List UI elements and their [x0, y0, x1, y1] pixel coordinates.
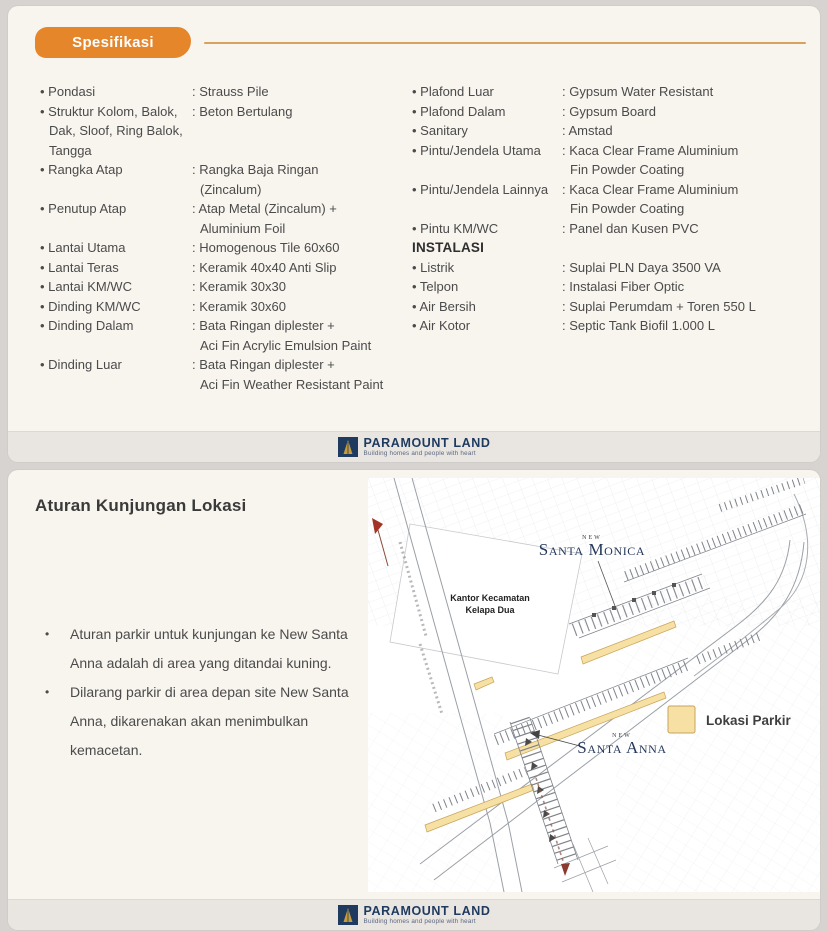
spec-value: : Gypsum Water Resistant [562, 84, 714, 99]
visit-rule-text: Dilarang parkir di area depan site New Santa Anna, dikarenakan akan menimbulkan kemacetan. [70, 684, 349, 758]
spec-column-left [40, 82, 400, 394]
spec-value: : Suplai PLN Daya 3500 VA [562, 259, 721, 275]
legend-parking-swatch [668, 706, 695, 733]
visit-rules-card [8, 470, 820, 930]
spec-row [412, 219, 812, 239]
kantor-kecamatan-label: Kantor Kecamatan [450, 593, 530, 603]
spec-row [40, 82, 400, 102]
spesifikasi-badge-label: Spesifikasi [72, 34, 154, 51]
spec-value: : Bata Ringan diplester + Aci Fin Acrylic Emulsion Paint [192, 318, 372, 353]
spec-label: • Dinding KM/WC [40, 298, 141, 314]
spec-value: : Instalasi Fiber Optic [562, 279, 685, 294]
spec-value: : Keramik 30x60 [192, 298, 286, 314]
legend-parking-label: Lokasi Parkir [706, 713, 791, 728]
spec-row [412, 121, 812, 141]
spec-value: : Amstad [562, 123, 613, 138]
spec-value: : Homogenous Tile 60x60 [192, 240, 340, 255]
spec-value: : Septic Tank Biofil 1.000 L [562, 318, 715, 333]
spec-label: • Plafond Dalam [412, 103, 506, 119]
paramount-land-logo [338, 437, 491, 457]
spec-label: • Lantai Utama [40, 240, 126, 255]
spec-column-right [412, 82, 812, 336]
spec-value: : Keramik 30x30 [192, 279, 286, 294]
spec-label: • Pintu KM/WC [412, 220, 499, 236]
header-rule-line [204, 42, 806, 44]
parking-strip [474, 677, 494, 690]
spec-label: • Penutup Atap [40, 201, 127, 216]
spec-row [40, 316, 400, 355]
spec-label: • Telpon [412, 279, 459, 294]
santa-monica-label: Santa Monica [538, 540, 646, 559]
paramount-land-logo-icon [338, 437, 358, 457]
spec-label: • Sanitary [412, 123, 468, 138]
spec-value: : Kaca Clear Frame Aluminium Fin Powder Coating [562, 181, 739, 216]
visit-rule-item [45, 678, 355, 765]
spec-row [40, 277, 400, 297]
spec-row [412, 297, 812, 317]
footer-band-bottom [8, 899, 820, 930]
spec-row [412, 102, 812, 122]
brand-name: PARAMOUNT LAND [363, 435, 491, 450]
spec-value: : Suplai Perumdam + Toren 550 L [562, 298, 756, 314]
brand-tagline: Building homes and people with heart [363, 917, 476, 925]
page-title: Aturan Kunjungan Lokasi [35, 496, 247, 515]
spec-row [40, 258, 400, 278]
spesifikasi-badge [35, 27, 191, 58]
spec-label: • Pintu/Jendela Utama [412, 142, 541, 158]
spec-label: • Lantai Teras [40, 259, 119, 275]
spec-label: • Pondasi [40, 84, 96, 99]
spec-label: • Lantai KM/WC [40, 279, 132, 294]
spec-label: • Listrik [412, 259, 455, 275]
spec-value: : Strauss Pile [192, 84, 269, 99]
santa-anna-new-label: NEW [612, 733, 632, 739]
spec-value: : Kaca Clear Frame Aluminium Fin Powder Coating [562, 142, 739, 177]
spec-row [412, 258, 812, 278]
spec-label: • Plafond Luar [412, 84, 494, 99]
spec-label: • Dinding Luar [40, 357, 122, 372]
bullet-marker: • [45, 627, 50, 641]
spec-section-header: INSTALASI [412, 240, 485, 255]
spec-label: • Struktur Kolom, Balok, Dak, Sloof, Ring Balok, Tangga [40, 103, 183, 158]
santa-monica-new-label: NEW [582, 535, 602, 541]
visit-rule-text: Aturan parkir untuk kunjungan ke New Santa Anna adalah di area yang ditandai kuning. [70, 626, 348, 671]
spec-value: : Rangka Baja Ringan (Zincalum) [192, 162, 319, 197]
spec-row [412, 277, 812, 297]
south-direction-arrow [561, 863, 570, 876]
paramount-land-logo [338, 905, 491, 925]
spec-row [40, 355, 400, 394]
spec-label: • Air Bersih [412, 298, 476, 314]
spec-value: : Atap Metal (Zincalum) + Aluminium Foil [192, 201, 337, 236]
spec-value: : Bata Ringan diplester + Aci Fin Weather Resistant Paint [192, 357, 384, 392]
spec-page-card [8, 6, 820, 462]
footer-band-top [8, 431, 820, 462]
paramount-land-logo-icon [338, 905, 358, 925]
visit-rules-list [45, 620, 355, 765]
spec-row [412, 180, 812, 219]
brand-name: PARAMOUNT LAND [363, 903, 491, 918]
spec-value: : Panel dan Kusen PVC [562, 220, 699, 236]
spec-row [40, 238, 400, 258]
brand-tagline: Building homes and people with heart [363, 449, 476, 457]
santa-anna-label: Santa Anna [577, 738, 667, 757]
spec-label: • Dinding Dalam [40, 318, 134, 333]
bullet-marker: • [45, 685, 50, 699]
site-map-svg [368, 478, 820, 892]
spec-row [40, 297, 400, 317]
spec-row [40, 199, 400, 238]
spec-label: • Pintu/Jendela Lainnya [412, 181, 549, 197]
spec-value: : Gypsum Board [562, 103, 656, 119]
kelapa-dua-label: Kelapa Dua [465, 605, 515, 615]
spec-value: : Keramik 40x40 Anti Slip [192, 259, 337, 275]
visit-rule-item [45, 620, 355, 678]
spec-label: • Air Kotor [412, 318, 471, 333]
spec-row [412, 316, 812, 336]
spec-row [40, 160, 400, 199]
spec-value: : Beton Bertulang [192, 103, 293, 119]
spec-label: • Rangka Atap [40, 162, 123, 177]
spec-row [412, 82, 812, 102]
spec-row [40, 102, 400, 161]
site-map [368, 478, 820, 892]
spec-row [412, 141, 812, 180]
